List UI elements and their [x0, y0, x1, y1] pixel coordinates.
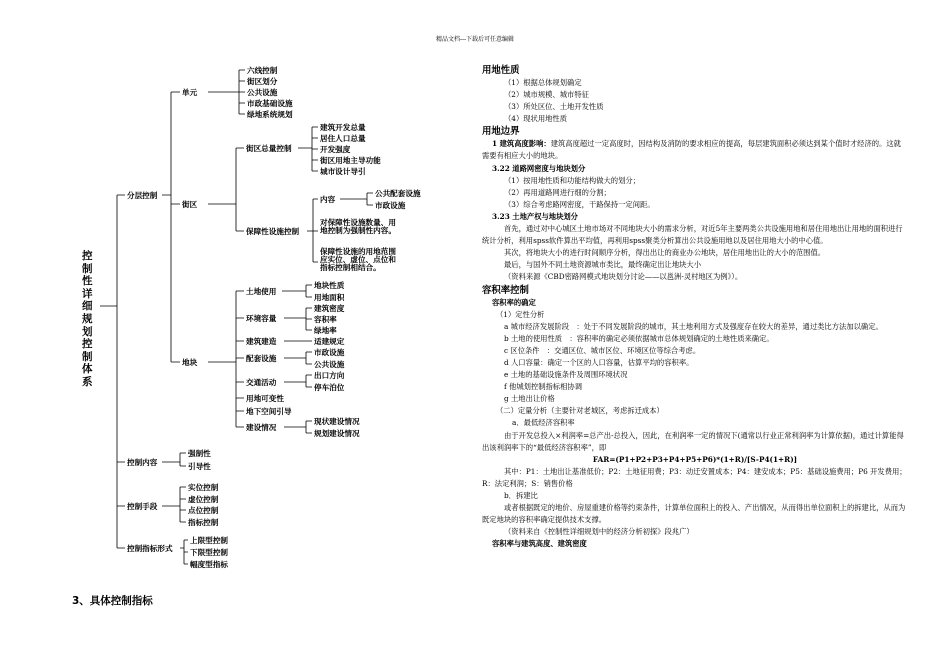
leaf: 市政基础设施 — [247, 99, 293, 108]
line-text: 容积率控制 — [482, 284, 529, 296]
line-text: e 土地的基础设施条件及周围环境状况 — [504, 370, 628, 380]
right-line-10 — [482, 199, 908, 211]
right-line-15 — [482, 271, 908, 283]
line-text: a．最低经济容积率 — [512, 418, 575, 428]
line-text: 用地边界 — [482, 126, 520, 138]
group: 交通活动 — [246, 378, 277, 387]
right-line-3 — [482, 101, 908, 113]
leaf: 公共配套设施 — [375, 189, 421, 198]
leaf: 适建规定 — [314, 337, 345, 346]
leaf: 街区用地主导功能 — [320, 156, 381, 165]
leaf: 居住人口总量 — [320, 134, 366, 143]
line-text: 3.22 道路网密度与地块划分 — [492, 163, 586, 173]
note-combination: 保障性设施的用地范围应实位、虚位、点位和指标控制相结合。 — [320, 247, 396, 272]
line-text: （2）城市规模、城市特征 — [504, 90, 589, 100]
right-line-2 — [482, 89, 908, 101]
line-text: 其次，将地块大小的进行时间顺序分析，得出出让的商业办公地块，居住用地出让的大小的范围值。 — [504, 248, 826, 258]
group: 建设情况 — [246, 423, 277, 432]
leaf: 虚位控制 — [188, 495, 219, 504]
right-line-4 — [482, 113, 908, 125]
node-facility-control: 保障性设施控制 — [246, 227, 300, 236]
leaf: 街区划分 — [247, 77, 278, 86]
group: 配套设施 — [246, 354, 277, 363]
line-text: （3）综合考虑路网密度，干路保持一定间距。 — [504, 199, 655, 209]
line-text: 或者根据既定的地价、房屋重建价格等约束条件，计算单位面积上的投入、产出情况，从而得出单位面积上的拆建比，从而为既定地块的容积率确定提供技术支撑。 — [482, 503, 906, 525]
leaf: 现状建设情况 — [314, 417, 360, 426]
line-text: （1）根据总体规划确定 — [504, 78, 582, 87]
leaf: 六线控制 — [247, 66, 278, 75]
leaf: 市政设施 — [314, 348, 345, 357]
right-column — [482, 64, 908, 550]
leaf: 下限型控制 — [190, 548, 228, 557]
right-line-14 — [482, 259, 908, 271]
node-index-form: 控制指标形式 — [127, 544, 173, 553]
inline-bold: 1 建筑高度影响： — [492, 139, 551, 149]
line-text: 由于开发总投入×利润率=总产出-总投入，因此，在利润率一定的情况下(通常以行业正常利润率为计算依据)，通过计算能得出该利润率下的“最低经济容积率”，即 — [482, 430, 904, 452]
line-text: （资料来自《控制性详细规划中的经济分析初探》段兆广） — [504, 527, 694, 537]
right-line-1 — [482, 77, 908, 89]
line-text: g 土地出让价格 — [504, 394, 555, 404]
group: 用地可变性 — [246, 394, 284, 403]
leaf: 点位控制 — [188, 506, 219, 515]
tree-root: 控制性详细规划控制体系 — [82, 250, 93, 388]
node-plot: 地块 — [182, 358, 198, 367]
line-text: 3.23 土地产权与地块划分 — [492, 211, 578, 221]
group: 环境容量 — [246, 314, 277, 323]
line-text: （3）所处区位、土地开发性质 — [504, 102, 604, 112]
line-text: 建筑高度超过一定高度时，因结构及消防的要求相应的提高，每层建筑面积必须达到某个值时才经济的。这就需要有相应大小的地块。 — [482, 139, 901, 161]
line-text: 其中：P1：土地出让基准低价；P2：土地征用费；P3：动迁安置成本；P4：建安成本；P5：基础设施费用；P6 开发费用；R：法定利润；S：销售价格 — [482, 466, 907, 488]
right-line-18 — [482, 309, 908, 321]
leaf: 容积率 — [314, 315, 337, 324]
right-line-9 — [482, 187, 908, 199]
leaf: 出口方向 — [314, 371, 345, 380]
right-line-27 — [482, 417, 908, 429]
right-line-17 — [482, 297, 908, 309]
leaf: 指标控制 — [188, 518, 219, 527]
leaf: 建筑开发总量 — [320, 123, 366, 132]
node-control-means: 控制手段 — [127, 502, 158, 511]
node-control-content: 控制内容 — [127, 458, 158, 467]
line-text: f 他城划控制指标相协调 — [504, 382, 582, 392]
right-line-20 — [482, 333, 908, 345]
right-line-13 — [482, 247, 908, 259]
section-heading: 3、具体控制指标 — [72, 595, 153, 607]
leaf: 市政设施 — [375, 201, 406, 210]
node-unit: 单元 — [182, 88, 198, 97]
right-line-5 — [482, 125, 908, 138]
line-text: c 区位条件 ：交通区位、城市区位、环境区位等综合考虑。 — [504, 345, 701, 355]
leaf: 引导性 — [188, 462, 211, 471]
line-text: 用地性质 — [482, 65, 520, 76]
right-line-16 — [482, 284, 908, 297]
line-text: b 土地的使用性质 ：容积率的确定必须依据城市总体规划确定的土地性质来确定。 — [504, 333, 774, 343]
right-line-29 — [482, 454, 908, 466]
line-text: （2）再用道路网进行细的分割； — [504, 187, 611, 197]
right-line-11 — [482, 211, 908, 223]
leaf: 公共设施 — [247, 88, 278, 97]
group: 建筑建造 — [246, 337, 277, 346]
right-line-19 — [482, 321, 908, 333]
line-text: 最后，与国外不同土地资源城市类比，最终确定出让地块大小 — [504, 260, 702, 270]
leaf: 开发强度 — [320, 145, 351, 154]
right-line-22 — [482, 357, 908, 369]
line-text: （资料来源《CBD密路网模式地块划分讨论——以邕洲-灵村地区为例》）。 — [504, 272, 743, 282]
line-text: （4）现状用地性质 — [504, 114, 568, 124]
group: 土地使用 — [246, 287, 277, 296]
line-text: d 人口容量：确定一个区的人口容量，估算平均的容积率。 — [504, 357, 694, 367]
group: 地下空间引导 — [246, 407, 292, 416]
line-text: （1）按用地性质和功能结构做大的划分； — [504, 175, 640, 185]
right-line-6 — [482, 138, 908, 162]
leaf: 城市设计导引 — [320, 167, 366, 176]
leaf: 公共设施 — [314, 360, 345, 369]
leaf: 地块性质 — [314, 281, 345, 290]
right-line-23 — [482, 369, 908, 381]
right-line-31 — [482, 490, 908, 502]
leaf: 建筑密度 — [314, 304, 345, 313]
page-header: 精品文档---下载后可任意编辑 — [435, 36, 515, 43]
right-line-25 — [482, 393, 908, 405]
leaf: 上限型控制 — [190, 536, 228, 545]
line-text: a 城市经济发展阶段 ：处于不同发展阶段的城市，其土地利用方式及强度存在较大的差异，通过类比方法加以确定。 — [504, 321, 883, 331]
line-text: 容积率的确定 — [492, 297, 536, 307]
line-text: 首先，通过对中心城区土地市场对不同地块大小的需求分析，对近5年主要两类公共设施用地和居住用地出让用地的面积进行统计分析，利用spss软件算出平均值，再利用spss聚类分析算出公共设施用地以及居住用地大小的中心值。 — [482, 224, 903, 246]
right-line-30 — [482, 466, 908, 490]
leaf: 实位控制 — [188, 483, 219, 492]
leaf: 绿地系统规划 — [247, 110, 293, 119]
node-block: 街区 — [182, 200, 198, 209]
line-text: b．拆建比 — [504, 491, 538, 500]
right-line-32 — [482, 502, 908, 526]
right-line-26 — [482, 405, 908, 417]
leaf: 强制性 — [188, 449, 211, 458]
leaf: 停车泊位 — [314, 383, 345, 392]
node-block-total: 街区总量控制 — [246, 144, 292, 153]
line-text: FAR=(P1+P2+P3+P4+P5+P6)*(1+R)/[S-P4(1+R)] — [592, 454, 798, 464]
node-content: 内容 — [320, 195, 336, 204]
leaf: 规划建设情况 — [314, 429, 360, 438]
right-line-33 — [482, 526, 908, 538]
right-line-12 — [482, 223, 908, 247]
right-line-21 — [482, 345, 908, 357]
line-text: 容积率与建筑高度、建筑密度 — [492, 539, 587, 549]
tree-connectors — [0, 0, 470, 600]
right-line-0 — [482, 64, 908, 77]
note-mandatory: 对保障性设施数量、用地控制为强制性内容。 — [320, 218, 396, 235]
leaf: 绿地率 — [314, 326, 337, 335]
right-line-34 — [482, 538, 908, 550]
line-text: （二）定量分析（主要针对老城区，考虑拆迁成本） — [496, 406, 664, 416]
node-layer-control: 分层控制 — [127, 191, 158, 200]
leaf: 幅度型指标 — [190, 560, 228, 569]
line-text: （1）定性分析 — [496, 309, 545, 319]
right-line-8 — [482, 175, 908, 187]
right-line-7 — [482, 163, 908, 175]
right-line-24 — [482, 381, 908, 393]
leaf: 用地面积 — [314, 293, 345, 302]
right-line-28 — [482, 430, 908, 454]
